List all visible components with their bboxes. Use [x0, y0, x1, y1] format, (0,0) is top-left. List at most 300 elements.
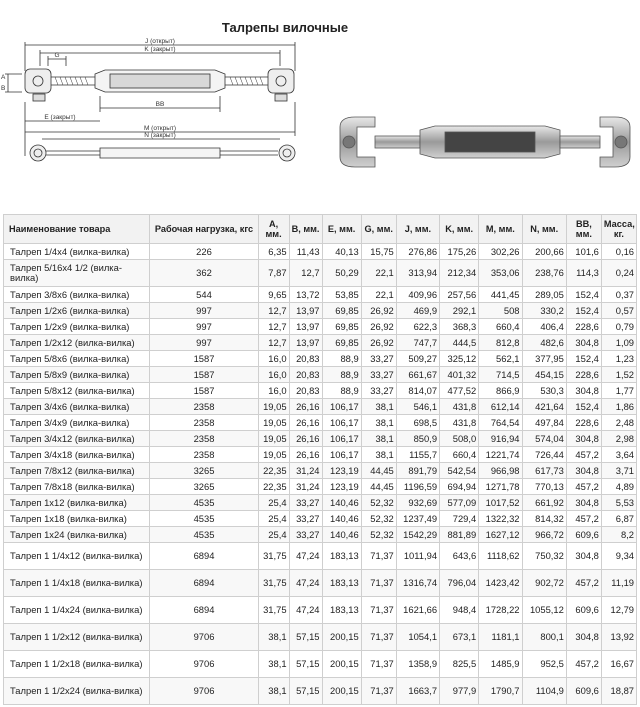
cell-e: 106,17 — [322, 431, 361, 447]
header-n: N, мм. — [522, 215, 566, 244]
cell-mass: 9,34 — [601, 543, 636, 570]
cell-g: 38,1 — [361, 447, 396, 463]
table-row — [4, 303, 637, 319]
cell-m: 1118,62 — [479, 543, 522, 570]
cell-b: 11,43 — [289, 244, 322, 260]
table-row — [4, 351, 637, 367]
table-row — [4, 597, 637, 624]
table-row — [4, 447, 637, 463]
cell-load: 997 — [150, 319, 258, 335]
cell-m: 1221,74 — [479, 447, 522, 463]
table-row — [4, 287, 637, 303]
cell-a: 19,05 — [258, 431, 289, 447]
cell-mass: 16,67 — [601, 651, 636, 678]
cell-b: 57,15 — [289, 678, 322, 705]
cell-m: 1627,12 — [479, 527, 522, 543]
cell-k: 729,4 — [440, 511, 479, 527]
cell-mass: 18,87 — [601, 678, 636, 705]
cell-e: 88,9 — [322, 383, 361, 399]
table-row — [4, 335, 637, 351]
cell-k: 401,32 — [440, 367, 479, 383]
cell-a: 12,7 — [258, 335, 289, 351]
cell-b: 26,16 — [289, 399, 322, 415]
table-row — [4, 511, 637, 527]
cell-load: 997 — [150, 303, 258, 319]
table-row — [4, 383, 637, 399]
cell-load: 3265 — [150, 463, 258, 479]
cell-name: Талреп 1 1/4х12 (вилка-вилка) — [4, 543, 150, 570]
cell-a: 38,1 — [258, 624, 289, 651]
table-row — [4, 543, 637, 570]
dim-e-label: E (закрыт) — [44, 114, 76, 121]
cell-g: 33,27 — [361, 367, 396, 383]
cell-j: 1663,7 — [396, 678, 439, 705]
cell-b: 47,24 — [289, 543, 322, 570]
cell-m: 1728,22 — [479, 597, 522, 624]
cell-k: 643,6 — [440, 543, 479, 570]
cell-n: 238,76 — [522, 260, 566, 287]
dim-k-label: K (закрыт) — [144, 46, 176, 53]
dim-j-label: J (открыт) — [145, 38, 175, 45]
dim-g-label: G — [54, 52, 60, 59]
cell-k: 977,9 — [440, 678, 479, 705]
cell-n: 952,5 — [522, 651, 566, 678]
cell-m: 1271,78 — [479, 479, 522, 495]
cell-name: Талреп 5/8х12 (вилка-вилка) — [4, 383, 150, 399]
dim-m-label: M (открыт) — [143, 125, 177, 132]
cell-e: 200,15 — [322, 624, 361, 651]
cell-m: 1485,9 — [479, 651, 522, 678]
cell-name: Талреп 1/2х6 (вилка-вилка) — [4, 303, 150, 319]
spec-table — [3, 214, 637, 705]
cell-g: 52,32 — [361, 527, 396, 543]
cell-e: 183,13 — [322, 597, 361, 624]
cell-a: 9,65 — [258, 287, 289, 303]
cell-e: 69,85 — [322, 335, 361, 351]
cell-m: 916,94 — [479, 431, 522, 447]
cell-mass: 2,98 — [601, 431, 636, 447]
cell-e: 123,19 — [322, 479, 361, 495]
cell-bb: 457,2 — [566, 570, 601, 597]
cell-load: 1587 — [150, 367, 258, 383]
cell-k: 292,1 — [440, 303, 479, 319]
cell-g: 33,27 — [361, 383, 396, 399]
cell-bb: 457,2 — [566, 447, 601, 463]
cell-load: 226 — [150, 244, 258, 260]
cell-mass: 2,48 — [601, 415, 636, 431]
cell-name: Талреп 5/8х9 (вилка-вилка) — [4, 367, 150, 383]
cell-bb: 457,2 — [566, 511, 601, 527]
cell-j: 850,9 — [396, 431, 439, 447]
cell-n: 497,84 — [522, 415, 566, 431]
cell-bb: 304,8 — [566, 543, 601, 570]
cell-a: 19,05 — [258, 399, 289, 415]
cell-b: 13,97 — [289, 319, 322, 335]
cell-b: 12,7 — [289, 260, 322, 287]
cell-a: 19,05 — [258, 447, 289, 463]
cell-j: 1196,59 — [396, 479, 439, 495]
cell-mass: 8,2 — [601, 527, 636, 543]
table-row — [4, 260, 637, 287]
cell-load: 2358 — [150, 399, 258, 415]
cell-bb: 101,6 — [566, 244, 601, 260]
cell-k: 881,89 — [440, 527, 479, 543]
cell-g: 38,1 — [361, 415, 396, 431]
cell-m: 1017,52 — [479, 495, 522, 511]
cell-g: 52,32 — [361, 511, 396, 527]
cell-mass: 1,86 — [601, 399, 636, 415]
cell-bb: 457,2 — [566, 479, 601, 495]
cell-load: 4535 — [150, 527, 258, 543]
spec-table-body — [4, 244, 637, 705]
cell-mass: 13,92 — [601, 624, 636, 651]
cell-bb: 228,6 — [566, 319, 601, 335]
cell-mass: 3,64 — [601, 447, 636, 463]
cell-a: 16,0 — [258, 367, 289, 383]
cell-a: 6,35 — [258, 244, 289, 260]
cell-e: 106,17 — [322, 399, 361, 415]
header-mass: Масса, кг. — [601, 215, 636, 244]
dim-b-label: B — [1, 85, 6, 92]
cell-name: Талреп 1/2х9 (вилка-вилка) — [4, 319, 150, 335]
header-a: A, мм. — [258, 215, 289, 244]
cell-j: 509,27 — [396, 351, 439, 367]
cell-b: 20,83 — [289, 383, 322, 399]
cell-load: 544 — [150, 287, 258, 303]
cell-j: 1542,29 — [396, 527, 439, 543]
table-row — [4, 678, 637, 705]
cell-load: 4535 — [150, 511, 258, 527]
header-bb: BB, мм. — [566, 215, 601, 244]
cell-e: 40,13 — [322, 244, 361, 260]
cell-m: 441,45 — [479, 287, 522, 303]
cell-j: 698,5 — [396, 415, 439, 431]
cell-g: 33,27 — [361, 351, 396, 367]
cell-j: 661,67 — [396, 367, 439, 383]
table-row — [4, 479, 637, 495]
cell-n: 661,92 — [522, 495, 566, 511]
cell-a: 31,75 — [258, 570, 289, 597]
cell-n: 289,05 — [522, 287, 566, 303]
cell-m: 353,06 — [479, 260, 522, 287]
cell-g: 26,92 — [361, 335, 396, 351]
cell-mass: 0,37 — [601, 287, 636, 303]
cell-k: 212,34 — [440, 260, 479, 287]
cell-g: 22,1 — [361, 260, 396, 287]
cell-g: 26,92 — [361, 303, 396, 319]
cell-n: 330,2 — [522, 303, 566, 319]
cell-m: 562,1 — [479, 351, 522, 367]
cell-load: 1587 — [150, 351, 258, 367]
cell-b: 26,16 — [289, 415, 322, 431]
cell-a: 16,0 — [258, 383, 289, 399]
cell-name: Талреп 7/8х12 (вилка-вилка) — [4, 463, 150, 479]
cell-k: 796,04 — [440, 570, 479, 597]
cell-b: 13,97 — [289, 335, 322, 351]
cell-mass: 0,79 — [601, 319, 636, 335]
cell-g: 71,37 — [361, 624, 396, 651]
cell-m: 612,14 — [479, 399, 522, 415]
cell-a: 12,7 — [258, 319, 289, 335]
cell-load: 362 — [150, 260, 258, 287]
cell-j: 1011,94 — [396, 543, 439, 570]
cell-name: Талреп 1 1/2х18 (вилка-вилка) — [4, 651, 150, 678]
cell-load: 2358 — [150, 431, 258, 447]
cell-m: 812,8 — [479, 335, 522, 351]
cell-b: 20,83 — [289, 351, 322, 367]
cell-e: 123,19 — [322, 463, 361, 479]
cell-b: 33,27 — [289, 495, 322, 511]
table-row — [4, 367, 637, 383]
cell-a: 25,4 — [258, 511, 289, 527]
cell-j: 891,79 — [396, 463, 439, 479]
cell-mass: 6,87 — [601, 511, 636, 527]
cell-j: 622,3 — [396, 319, 439, 335]
cell-a: 19,05 — [258, 415, 289, 431]
cell-e: 140,46 — [322, 511, 361, 527]
cell-load: 2358 — [150, 447, 258, 463]
cell-name: Талреп 1 1/4х24 (вилка-вилка) — [4, 597, 150, 624]
cell-e: 183,13 — [322, 543, 361, 570]
cell-mass: 0,16 — [601, 244, 636, 260]
cell-b: 47,24 — [289, 570, 322, 597]
cell-bb: 152,4 — [566, 399, 601, 415]
cell-load: 3265 — [150, 479, 258, 495]
cell-mass: 12,79 — [601, 597, 636, 624]
turnbuckle-photo — [335, 112, 635, 172]
header-b: B, мм. — [289, 215, 322, 244]
table-row — [4, 415, 637, 431]
cell-g: 38,1 — [361, 399, 396, 415]
cell-n: 574,04 — [522, 431, 566, 447]
cell-name: Талреп 3/4х12 (вилка-вилка) — [4, 431, 150, 447]
cell-name: Талреп 1х12 (вилка-вилка) — [4, 495, 150, 511]
cell-load: 2358 — [150, 415, 258, 431]
cell-name: Талреп 1/4х4 (вилка-вилка) — [4, 244, 150, 260]
cell-n: 377,95 — [522, 351, 566, 367]
cell-k: 577,09 — [440, 495, 479, 511]
cell-m: 1423,42 — [479, 570, 522, 597]
cell-n: 406,4 — [522, 319, 566, 335]
cell-g: 52,32 — [361, 495, 396, 511]
cell-n: 454,15 — [522, 367, 566, 383]
cell-m: 302,26 — [479, 244, 522, 260]
cell-bb: 304,8 — [566, 383, 601, 399]
cell-bb: 152,4 — [566, 287, 601, 303]
cell-k: 368,3 — [440, 319, 479, 335]
cell-bb: 304,8 — [566, 495, 601, 511]
cell-j: 1621,66 — [396, 597, 439, 624]
dim-n-label: N (закрыт) — [144, 132, 176, 139]
cell-bb: 457,2 — [566, 651, 601, 678]
cell-b: 57,15 — [289, 651, 322, 678]
cell-m: 866,9 — [479, 383, 522, 399]
cell-n: 200,66 — [522, 244, 566, 260]
cell-b: 31,24 — [289, 463, 322, 479]
cell-e: 53,85 — [322, 287, 361, 303]
cell-e: 106,17 — [322, 447, 361, 463]
cell-k: 673,1 — [440, 624, 479, 651]
cell-name: Талреп 1х18 (вилка-вилка) — [4, 511, 150, 527]
cell-bb: 304,8 — [566, 624, 601, 651]
cell-j: 814,07 — [396, 383, 439, 399]
cell-j: 1358,9 — [396, 651, 439, 678]
cell-b: 33,27 — [289, 527, 322, 543]
cell-bb: 304,8 — [566, 431, 601, 447]
cell-b: 26,16 — [289, 431, 322, 447]
cell-g: 71,37 — [361, 678, 396, 705]
header-g: G, мм. — [361, 215, 396, 244]
cell-e: 69,85 — [322, 319, 361, 335]
cell-b: 26,16 — [289, 447, 322, 463]
cell-b: 47,24 — [289, 597, 322, 624]
cell-b: 33,27 — [289, 511, 322, 527]
cell-k: 477,52 — [440, 383, 479, 399]
cell-e: 200,15 — [322, 678, 361, 705]
cell-mass: 1,09 — [601, 335, 636, 351]
cell-m: 660,4 — [479, 319, 522, 335]
cell-a: 38,1 — [258, 678, 289, 705]
cell-mass: 1,77 — [601, 383, 636, 399]
cell-m: 714,5 — [479, 367, 522, 383]
table-row — [4, 431, 637, 447]
cell-load: 9706 — [150, 651, 258, 678]
cell-bb: 609,6 — [566, 678, 601, 705]
cell-name: Талреп 3/4х18 (вилка-вилка) — [4, 447, 150, 463]
cell-b: 31,24 — [289, 479, 322, 495]
cell-n: 966,72 — [522, 527, 566, 543]
cell-load: 6894 — [150, 543, 258, 570]
cell-name: Талреп 3/4х9 (вилка-вилка) — [4, 415, 150, 431]
cell-m: 966,98 — [479, 463, 522, 479]
cell-mass: 11,19 — [601, 570, 636, 597]
cell-bb: 228,6 — [566, 367, 601, 383]
header-m: M, мм. — [479, 215, 522, 244]
header-e: E, мм. — [322, 215, 361, 244]
cell-name: Талреп 1 1/2х12 (вилка-вилка) — [4, 624, 150, 651]
cell-m: 1181,1 — [479, 624, 522, 651]
cell-load: 9706 — [150, 678, 258, 705]
cell-j: 313,94 — [396, 260, 439, 287]
dim-bb-label: BB — [155, 101, 165, 108]
cell-g: 71,37 — [361, 597, 396, 624]
header-name: Наименование товара — [4, 215, 150, 244]
cell-bb: 152,4 — [566, 303, 601, 319]
cell-e: 88,9 — [322, 367, 361, 383]
header-j: J, мм. — [396, 215, 439, 244]
cell-e: 50,29 — [322, 260, 361, 287]
cell-g: 44,45 — [361, 463, 396, 479]
table-row — [4, 319, 637, 335]
cell-k: 175,26 — [440, 244, 479, 260]
cell-bb: 304,8 — [566, 463, 601, 479]
cell-bb: 114,3 — [566, 260, 601, 287]
cell-e: 140,46 — [322, 527, 361, 543]
table-row — [4, 527, 637, 543]
cell-bb: 152,4 — [566, 351, 601, 367]
cell-k: 660,4 — [440, 447, 479, 463]
table-row — [4, 463, 637, 479]
cell-n: 770,13 — [522, 479, 566, 495]
cell-load: 6894 — [150, 570, 258, 597]
cell-a: 22,35 — [258, 463, 289, 479]
cell-a: 25,4 — [258, 495, 289, 511]
cell-mass: 5,53 — [601, 495, 636, 511]
cell-j: 409,96 — [396, 287, 439, 303]
cell-b: 13,72 — [289, 287, 322, 303]
cell-n: 1055,12 — [522, 597, 566, 624]
page-title: Талрепы вилочные — [221, 20, 349, 35]
cell-j: 276,86 — [396, 244, 439, 260]
cell-g: 71,37 — [361, 651, 396, 678]
cell-a: 7,87 — [258, 260, 289, 287]
cell-load: 1587 — [150, 383, 258, 399]
cell-name: Талреп 7/8х18 (вилка-вилка) — [4, 479, 150, 495]
cell-a: 12,7 — [258, 303, 289, 319]
cell-load: 6894 — [150, 597, 258, 624]
cell-b: 57,15 — [289, 624, 322, 651]
cell-name: Талреп 5/16х4 1/2 (вилка-вилка) — [4, 260, 150, 287]
table-row — [4, 651, 637, 678]
cell-j: 1237,49 — [396, 511, 439, 527]
cell-k: 948,4 — [440, 597, 479, 624]
table-row — [4, 570, 637, 597]
cell-n: 902,72 — [522, 570, 566, 597]
cell-e: 183,13 — [322, 570, 361, 597]
cell-k: 444,5 — [440, 335, 479, 351]
cell-j: 747,7 — [396, 335, 439, 351]
cell-m: 1790,7 — [479, 678, 522, 705]
cell-n: 421,64 — [522, 399, 566, 415]
table-header-row — [4, 215, 637, 244]
cell-mass: 0,24 — [601, 260, 636, 287]
cell-bb: 304,8 — [566, 335, 601, 351]
cell-a: 22,35 — [258, 479, 289, 495]
cell-j: 469,9 — [396, 303, 439, 319]
cell-m: 764,54 — [479, 415, 522, 431]
cell-k: 325,12 — [440, 351, 479, 367]
cell-e: 88,9 — [322, 351, 361, 367]
cell-k: 508,0 — [440, 431, 479, 447]
cell-k: 825,5 — [440, 651, 479, 678]
turnbuckle-drawing — [0, 36, 330, 171]
cell-name: Талреп 3/8х6 (вилка-вилка) — [4, 287, 150, 303]
table-row — [4, 624, 637, 651]
table-row — [4, 495, 637, 511]
cell-n: 814,32 — [522, 511, 566, 527]
cell-load: 4535 — [150, 495, 258, 511]
table-row — [4, 244, 637, 260]
cell-n: 1104,9 — [522, 678, 566, 705]
cell-bb: 609,6 — [566, 527, 601, 543]
cell-n: 482,6 — [522, 335, 566, 351]
cell-n: 617,73 — [522, 463, 566, 479]
cell-g: 38,1 — [361, 431, 396, 447]
cell-j: 546,1 — [396, 399, 439, 415]
cell-mass: 1,23 — [601, 351, 636, 367]
cell-e: 200,15 — [322, 651, 361, 678]
cell-a: 16,0 — [258, 351, 289, 367]
cell-n: 750,32 — [522, 543, 566, 570]
cell-b: 13,97 — [289, 303, 322, 319]
dim-a-label: A — [1, 74, 6, 81]
cell-j: 1155,7 — [396, 447, 439, 463]
cell-n: 800,1 — [522, 624, 566, 651]
cell-g: 22,1 — [361, 287, 396, 303]
cell-k: 542,54 — [440, 463, 479, 479]
cell-k: 431,8 — [440, 415, 479, 431]
cell-load: 997 — [150, 335, 258, 351]
